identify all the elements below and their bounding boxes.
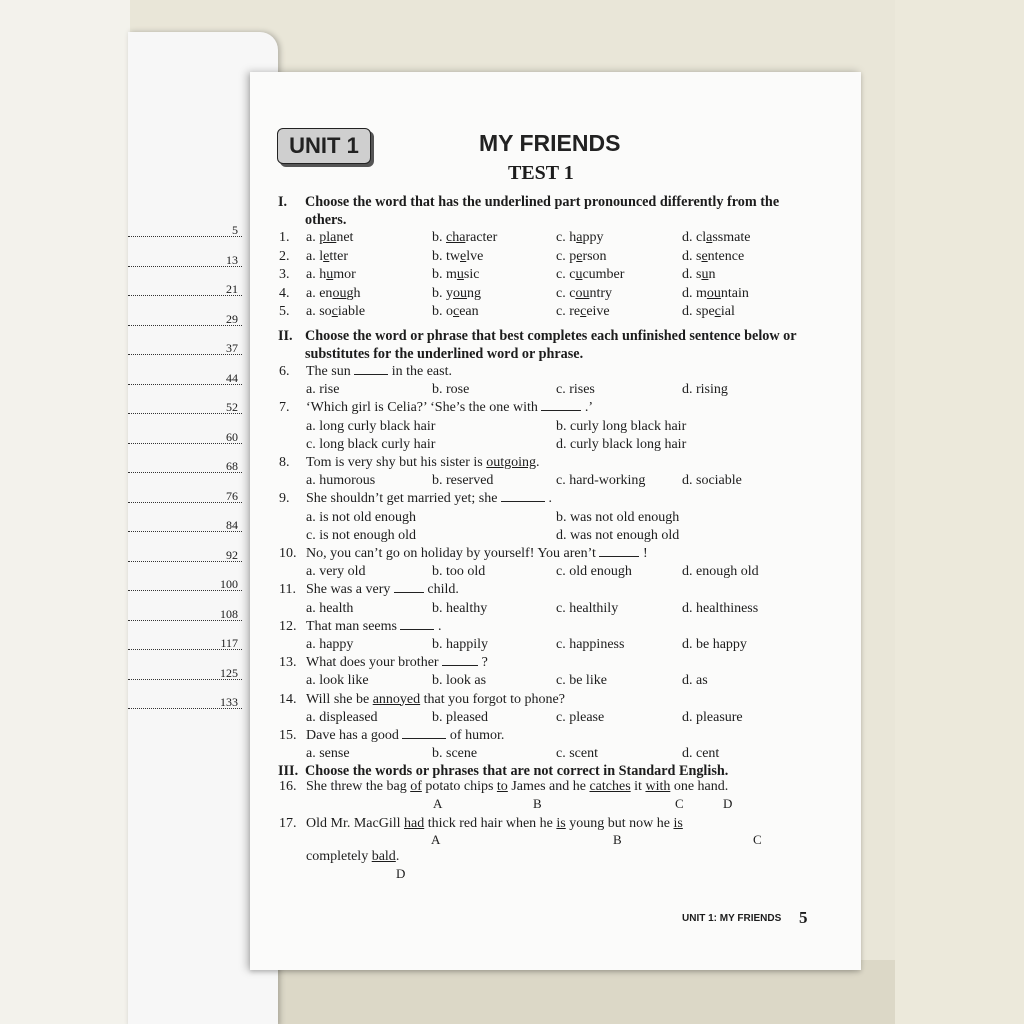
underlined-part: u	[326, 267, 334, 282]
question-10	[279, 546, 648, 562]
answer-blank	[354, 364, 388, 375]
option-text: c. p	[556, 248, 577, 264]
toc-page-number: 60	[226, 429, 238, 444]
question-number: 14.	[279, 691, 297, 707]
underlined-part: with	[645, 779, 671, 794]
answer-option: d. cent	[682, 746, 720, 762]
question-14	[279, 692, 565, 708]
text: James and he	[507, 779, 590, 794]
toc-page-number: 52	[226, 400, 238, 414]
answer-option: d. pleasure	[682, 709, 743, 725]
question-stem: ‘Which girl is Celia?’ ‘She’s the one with	[306, 400, 538, 416]
question-stem: No, you can’t go on holiday by yourself! You aren’t	[306, 546, 596, 561]
answer-option: d. enough old	[682, 564, 759, 580]
answer-option	[432, 286, 481, 302]
underlined-part: ou	[332, 285, 347, 301]
option-text: iable	[337, 304, 366, 319]
question-number: 7.	[279, 400, 290, 416]
answer-option: b. curly long black hair	[556, 418, 687, 434]
option-text: gh	[346, 285, 361, 301]
question-number: 3.	[279, 267, 290, 282]
underlined-part: e	[323, 248, 330, 264]
toc-page-number: 117	[220, 636, 238, 650]
underlined-part: a	[576, 230, 583, 245]
question-13	[279, 655, 488, 671]
answer-option: a. long curly black hair	[306, 418, 436, 434]
underlined-part: u	[456, 267, 464, 282]
answer-option: a. health	[306, 600, 354, 616]
underlined-part: c	[453, 304, 460, 319]
option-text: tter	[329, 248, 348, 264]
question-stem: She was a very	[306, 582, 391, 598]
underlined-part: e	[576, 248, 583, 264]
answer-option: a. very old	[306, 564, 366, 580]
text: it	[630, 779, 646, 794]
question-9	[279, 491, 552, 507]
underlined-part: is	[673, 816, 683, 831]
answer-option	[432, 304, 479, 320]
answer-blank	[442, 655, 478, 666]
option-text: ial	[720, 304, 735, 319]
question-number: 15.	[279, 728, 297, 743]
option-text: a. l	[306, 248, 324, 264]
option-text: ng	[467, 285, 481, 301]
option-text: sic	[463, 267, 480, 282]
answer-option	[306, 267, 356, 283]
answer-option: c. rises	[556, 382, 595, 398]
answer-blank	[599, 546, 639, 557]
underlined-part: a	[706, 230, 713, 245]
text: She threw the bag	[306, 779, 411, 794]
answer-option	[432, 230, 497, 246]
option-letter: A	[431, 832, 441, 847]
answer-option: d. healthiness	[682, 600, 759, 616]
answer-option: a. humorous	[306, 473, 376, 489]
answer-option: c. scent	[556, 746, 598, 762]
option-text: ppy	[582, 230, 604, 245]
section-heading	[278, 327, 823, 363]
answer-option	[432, 267, 479, 283]
option-text: b. o	[432, 304, 453, 319]
answer-option	[306, 230, 353, 246]
toc-page-number: 21	[226, 282, 238, 296]
answer-option: c. please	[556, 709, 605, 725]
option-text: racter	[465, 230, 498, 245]
question-12	[279, 619, 441, 635]
answer-option	[556, 286, 612, 302]
answer-option	[682, 230, 750, 246]
option-letter: B	[533, 796, 542, 811]
answer-option: a. displeased	[306, 709, 378, 725]
answer-option: a. look like	[306, 673, 369, 689]
answer-option: c. long black curly hair	[306, 436, 436, 452]
toc-page-number: 37	[226, 341, 238, 355]
underlined-part: ou	[453, 285, 467, 301]
question-stem: What does your brother	[306, 655, 439, 671]
answer-option	[556, 230, 603, 246]
section-instruction: Choose the word that has the underlined part pronounced differently from the others.	[305, 194, 780, 228]
option-text: a.	[306, 230, 320, 245]
option-text: c. c	[556, 267, 576, 282]
option-text: n	[708, 267, 716, 282]
answer-option: d. was not enough old	[556, 527, 680, 543]
underlined-part: u	[701, 267, 709, 282]
question-stem: She shouldn’t get married yet; she	[306, 491, 498, 507]
question-7	[279, 400, 593, 416]
option-text: d. cl	[682, 230, 707, 245]
option-text: b. y	[432, 285, 453, 301]
answer-option: d. as	[682, 673, 708, 689]
answer-option: b. look as	[432, 673, 487, 689]
question-number: 6.	[279, 364, 290, 379]
question-number: 12.	[279, 618, 297, 634]
toc-page-number: 125	[220, 665, 238, 680]
option-text: ntence	[707, 248, 745, 264]
underlined-part: c	[331, 304, 338, 319]
question-17	[279, 816, 683, 832]
answer-option: d. curly black long hair	[556, 436, 687, 452]
option-text: b. m	[432, 267, 457, 282]
underlined-part: ou	[706, 285, 721, 301]
question-8	[279, 455, 540, 471]
unit-badge: UNIT 1	[277, 128, 371, 164]
underlined-part: outgoing	[486, 455, 537, 470]
option-letter: B	[613, 832, 622, 847]
underlined-part: catches	[589, 779, 631, 794]
question-number: 9.	[279, 491, 290, 507]
question-stem: !	[642, 546, 648, 561]
option-text: d. spe	[682, 304, 715, 319]
option-text: c. c	[556, 285, 576, 301]
answer-blank	[501, 491, 545, 502]
option-letter: A	[433, 796, 443, 811]
underlined-part: c	[714, 304, 721, 319]
option-text: b. tw	[432, 248, 460, 264]
answer-option	[556, 249, 607, 265]
answer-option: c. is not enough old	[306, 527, 417, 543]
question-stem: .	[437, 618, 442, 634]
answer-option	[432, 249, 483, 265]
question-number: 4.	[279, 285, 290, 301]
answer-option: d. rising	[682, 382, 728, 398]
text: young but now he	[565, 816, 674, 831]
question-number: 16.	[279, 779, 297, 794]
option-text: lve	[466, 248, 484, 264]
option-text: cumber	[582, 267, 625, 282]
question-number: 11.	[279, 582, 296, 598]
right-page	[250, 72, 861, 970]
toc-page-number: 108	[220, 606, 238, 621]
question-stem: in the east.	[391, 364, 452, 379]
question-stem: The sun	[306, 364, 351, 379]
option-text: eive	[586, 304, 610, 319]
page-footer: UNIT 1: MY FRIENDS	[682, 913, 782, 924]
answer-blank	[394, 582, 424, 593]
answer-option	[682, 267, 715, 283]
section-instruction: Choose the words or phrases that are not correct in Standard English.	[305, 763, 729, 779]
question-number: 17.	[279, 816, 297, 831]
question-stem: .’	[584, 400, 594, 416]
question-stem: That man seems	[306, 618, 397, 634]
answer-option: a. rise	[306, 382, 340, 398]
answer-option	[682, 249, 744, 265]
option-text: a. en	[306, 285, 333, 301]
answer-blank	[400, 619, 434, 630]
question-number: 1.	[279, 230, 290, 245]
answer-option: b. rose	[432, 382, 470, 398]
question-stem: .	[536, 455, 540, 470]
answer-option: b. happily	[432, 637, 488, 652]
toc-page-number: 84	[226, 518, 238, 532]
option-text: mor	[333, 267, 356, 282]
option-letter: D	[396, 866, 406, 881]
question-stem: of humor.	[449, 728, 505, 743]
option-letter: C	[675, 796, 684, 811]
option-text: ntry	[589, 285, 612, 301]
answer-option: b. healthy	[432, 600, 488, 616]
option-text: a. so	[306, 304, 332, 319]
text: Old Mr. MacGill	[306, 816, 404, 831]
underlined-part: e	[460, 248, 467, 264]
underlined-part: is	[556, 816, 566, 831]
toc-page-number: 133	[220, 695, 238, 709]
question-6	[279, 364, 452, 380]
question-11	[279, 582, 459, 598]
section-number: II.	[278, 328, 293, 344]
answer-option: c. healthily	[556, 600, 619, 616]
question-stem: child.	[427, 582, 459, 598]
question-stem: .	[548, 491, 552, 507]
underlined-part: annoyed	[372, 691, 421, 707]
toc-page-number: 44	[226, 370, 238, 385]
question-stem: that you forgot to phone?	[420, 691, 565, 707]
question-stem: ?	[481, 655, 488, 671]
answer-option	[306, 249, 348, 265]
toc-page-number: 100	[220, 577, 238, 591]
test-title: TEST 1	[508, 162, 574, 184]
option-text: c. h	[556, 230, 577, 245]
option-text: c. re	[556, 304, 581, 319]
answer-option: a. sense	[306, 746, 350, 762]
answer-option: d. be happy	[682, 637, 747, 652]
section-heading	[278, 762, 823, 780]
answer-option: b. scene	[432, 746, 478, 762]
answer-option: c. old enough	[556, 564, 632, 580]
toc-page-number: 68	[226, 459, 238, 473]
underlined-part: of	[410, 779, 422, 794]
toc-page-number: 29	[226, 311, 238, 326]
toc-page-number: 13	[226, 252, 238, 267]
question-number: 13.	[279, 655, 297, 671]
answer-option: c. happiness	[556, 637, 625, 652]
answer-option: b. too old	[432, 564, 486, 580]
text: .	[395, 849, 400, 864]
answer-option	[306, 304, 365, 320]
question-17-continued	[306, 849, 399, 865]
question-16	[279, 779, 728, 795]
answer-option: b. reserved	[432, 473, 494, 489]
answer-option: d. sociable	[682, 473, 742, 489]
section-number: III.	[278, 763, 299, 779]
text: thick red hair when he	[424, 816, 557, 831]
toc-page-number: 76	[226, 488, 238, 503]
question-stem: Will she be	[306, 691, 373, 707]
background-left	[0, 0, 130, 1024]
question-stem: Dave has a good	[306, 728, 399, 743]
option-text: d. s	[682, 267, 702, 282]
question-stem: Tom is very shy but his sister is	[306, 455, 487, 470]
answer-option	[556, 304, 610, 320]
text: one hand.	[670, 779, 729, 794]
option-text: ssmate	[712, 230, 751, 245]
option-text: a. h	[306, 267, 327, 282]
toc-page-number: 92	[226, 547, 238, 562]
page-title: MY FRIENDS	[479, 130, 621, 156]
underlined-part: to	[496, 779, 508, 794]
answer-option: a. is not old enough	[306, 509, 417, 525]
option-text: d. s	[682, 248, 702, 264]
underlined-part: ou	[575, 285, 590, 301]
section-instruction: Choose the word or phrase that best completes each unfinished sentence below or substitutes for the underlined word or phrase.	[305, 328, 797, 362]
option-text: net	[336, 230, 354, 245]
question-number: 2.	[279, 248, 290, 264]
answer-option: c. hard-working	[556, 473, 646, 489]
underlined-part: had	[404, 816, 425, 831]
option-text: ntain	[720, 285, 749, 301]
underlined-part: cha	[446, 230, 466, 245]
answer-option	[682, 304, 735, 320]
answer-option: b. was not old enough	[556, 509, 680, 525]
section-number: I.	[278, 194, 288, 210]
underlined-part: e	[701, 248, 708, 264]
page-number: 5	[799, 908, 808, 927]
answer-option	[682, 286, 749, 302]
text: potato chips	[421, 779, 497, 794]
question-15	[279, 728, 504, 744]
underlined-part: c	[580, 304, 587, 319]
answer-blank	[402, 728, 446, 739]
underlined-part: bald	[371, 849, 396, 864]
background-right	[895, 0, 1024, 1024]
answer-option: b. pleased	[432, 709, 488, 725]
text: completely	[306, 849, 372, 864]
option-letter: C	[753, 832, 762, 847]
toc-page-number: 5	[232, 223, 238, 237]
option-text: d. m	[682, 285, 707, 301]
question-number: 5.	[279, 304, 290, 319]
section-heading	[278, 193, 823, 229]
underlined-part: pla	[319, 230, 337, 245]
question-number: 10.	[279, 546, 297, 561]
answer-option: c. be like	[556, 673, 607, 689]
answer-option	[556, 267, 624, 283]
option-letter: D	[723, 796, 733, 811]
option-text: rson	[582, 248, 607, 264]
answer-blank	[541, 400, 581, 411]
question-number: 8.	[279, 455, 290, 470]
option-text: b.	[432, 230, 446, 245]
option-text: ean	[459, 304, 479, 319]
answer-option: a. happy	[306, 637, 354, 652]
underlined-part: u	[575, 267, 583, 282]
answer-option	[306, 286, 360, 302]
